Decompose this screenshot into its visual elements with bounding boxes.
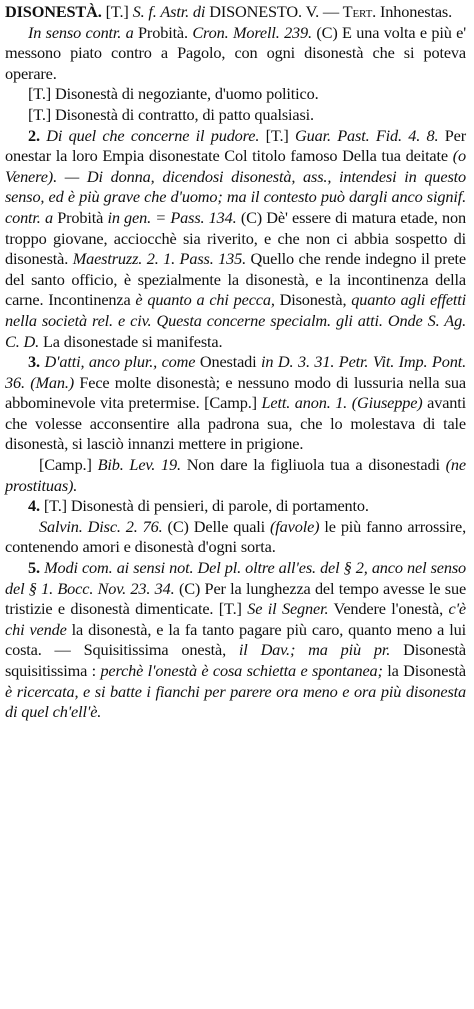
headword: DISONESTÀ. bbox=[5, 2, 102, 21]
citation-text: le più fanno arrossire, contenendo amori e disonestà d'ogni sorta. bbox=[5, 516, 467, 557]
sense-label: Modi com. ai sensi not. Del pl. oltre all'es. del § 2, anco nel senso del § 1. Bocc. Nov. 23. 34. bbox=[5, 558, 467, 598]
tag: [T.] bbox=[265, 125, 289, 145]
citation-text: (C) Per la lunghezza del tempo avesse le sue tristizie e disonestà dimenticate. bbox=[5, 578, 467, 619]
sense-label: D'atti, anco plur., come bbox=[44, 352, 196, 372]
citation-source: Guar. Past. Fid. 4. 8. bbox=[295, 125, 439, 145]
tag: [Camp.] bbox=[204, 393, 257, 413]
citation-source: Cron. Morell. 239. bbox=[192, 22, 312, 42]
sense-number: 5. bbox=[28, 558, 40, 578]
citation-text: Per onestar la loro Empia disonestate Col titolo famoso Della tua deitate bbox=[5, 125, 467, 166]
entry-heading bbox=[5, 2, 466, 23]
citation-paragraph bbox=[5, 517, 466, 558]
tag: [T.] bbox=[218, 599, 242, 619]
editorial-note: è ricercata, e si batte i fianchi per parere ora meno e ora più disonesta di quel ch'ell'è. bbox=[5, 681, 466, 722]
sense-paragraph bbox=[5, 23, 466, 85]
tag: [Camp.] bbox=[39, 455, 92, 475]
sense-number: 4. bbox=[28, 496, 40, 516]
editorial-note: quanto agli effetti nella società rel. e civ. Questa concerne specialm. gli atti. Onde S. Ag. C. D. bbox=[5, 290, 467, 351]
citation-text: (C) Delle quali bbox=[167, 516, 266, 536]
example-line: [T.] Disonestà di negoziante, d'uomo politico. bbox=[28, 84, 319, 104]
citation-text: (C) E una volta e più e' messono piato contro a Pagolo, con ogni disonestà che si poteva operare. bbox=[5, 22, 466, 83]
sense-label: Di quel che concerne il pudore. bbox=[46, 125, 260, 145]
citation-source: in D. 3. 31. Petr. Vit. Imp. Pont. 36. bbox=[5, 352, 467, 392]
citation-source: Maestruzz. 2. 1. Pass. 135. bbox=[72, 249, 247, 269]
tag: (Man.) bbox=[30, 372, 75, 392]
citation-text: Vendere l'onestà, bbox=[333, 599, 444, 619]
example-line: [T.] Disonestà di contratto, di patto qualsiasi. bbox=[28, 104, 314, 124]
citation-source: Se il Segner. bbox=[247, 599, 329, 619]
sense-label: In senso contr. a bbox=[28, 22, 134, 42]
parenthetical: (Giuseppe) bbox=[351, 393, 423, 413]
sense-number: 2. bbox=[28, 125, 40, 145]
citation-source: Salvin. Disc. 2. 76. bbox=[39, 516, 163, 536]
tag: [T.] bbox=[105, 2, 129, 21]
citation-text: Disonestà squisitissima : bbox=[5, 640, 467, 680]
sense-paragraph bbox=[5, 352, 466, 455]
citation-source: Bib. Lev. 19. bbox=[97, 455, 181, 475]
citation-text: Disonestà, bbox=[279, 290, 347, 310]
latin-equivalent: Inhonestas. bbox=[379, 2, 453, 21]
citation-source: Lett. anon. 1. bbox=[261, 393, 348, 413]
example-text: [T.] Disonestà di pensieri, di parole, di portamento. bbox=[43, 496, 369, 516]
citation-text: Non dare la figliuola tua a disonestadi bbox=[186, 455, 440, 475]
editorial-note: c'è chi vende bbox=[5, 599, 466, 639]
citation-source: in gen. = Pass. 134. bbox=[107, 207, 237, 227]
parenthetical: (favole) bbox=[270, 516, 320, 536]
citation-paragraph bbox=[5, 455, 466, 496]
sense-number: 3. bbox=[28, 352, 40, 372]
parenthetical: (ne prostituas). bbox=[5, 455, 466, 495]
citation-text: la disonestà, e la fa tanto pagare più caro, quanto meno a lui costa. — Squisitissima onestà, bbox=[5, 619, 466, 660]
opposite-word: Probità. bbox=[138, 22, 188, 42]
citation-text: La disonestade si manifesta. bbox=[43, 331, 223, 351]
editorial-note: — Di donna, dicendosi disonestà, ass., intendesi in questo senso, ed è più grave che d'uomo; ma il contesto può dargli anco signif. contr. a bbox=[5, 166, 467, 227]
parenthetical: (o Venere). bbox=[5, 146, 466, 186]
citation-text: avanti che volesse acconsentire alla padrona sua, che lo molestava di tale disonestà, si lasciò innanzi mettere in prigione. bbox=[5, 393, 467, 454]
opposite-word: Probità bbox=[57, 207, 104, 227]
editorial-note: è quanto a chi pecca, bbox=[135, 290, 275, 310]
sense-paragraph bbox=[5, 496, 466, 517]
citation-text: la Disonestà bbox=[387, 661, 467, 680]
sense-paragraph bbox=[5, 126, 466, 353]
cross-reference: DISONESTO. V. — Tert. bbox=[209, 2, 377, 21]
citation-text: Quello che rende indegno il prete del santo officio, è spezialmente la disonestà, e la incontinenza della carne. Incontinenza bbox=[5, 249, 466, 310]
citation-text: Fece molte disonestà; e nessuno modo di lussuria nella sua abbominevole vita pretermise. bbox=[5, 372, 467, 413]
grammar-abbr: S. f. Astr. di bbox=[132, 2, 206, 21]
sense-paragraph bbox=[5, 558, 466, 723]
citation-text: (C) Dè' essere di matura etade, non troppo giovane, acciocchè sia riverito, e che non ci abbia sospetto di disonestà. bbox=[5, 207, 466, 269]
example-word: Onestadi bbox=[199, 352, 257, 372]
editorial-note: il Dav.; ma più pr. bbox=[238, 640, 391, 660]
editorial-note: perchè l'onestà è cosa schietta e spontanea; bbox=[100, 661, 383, 680]
